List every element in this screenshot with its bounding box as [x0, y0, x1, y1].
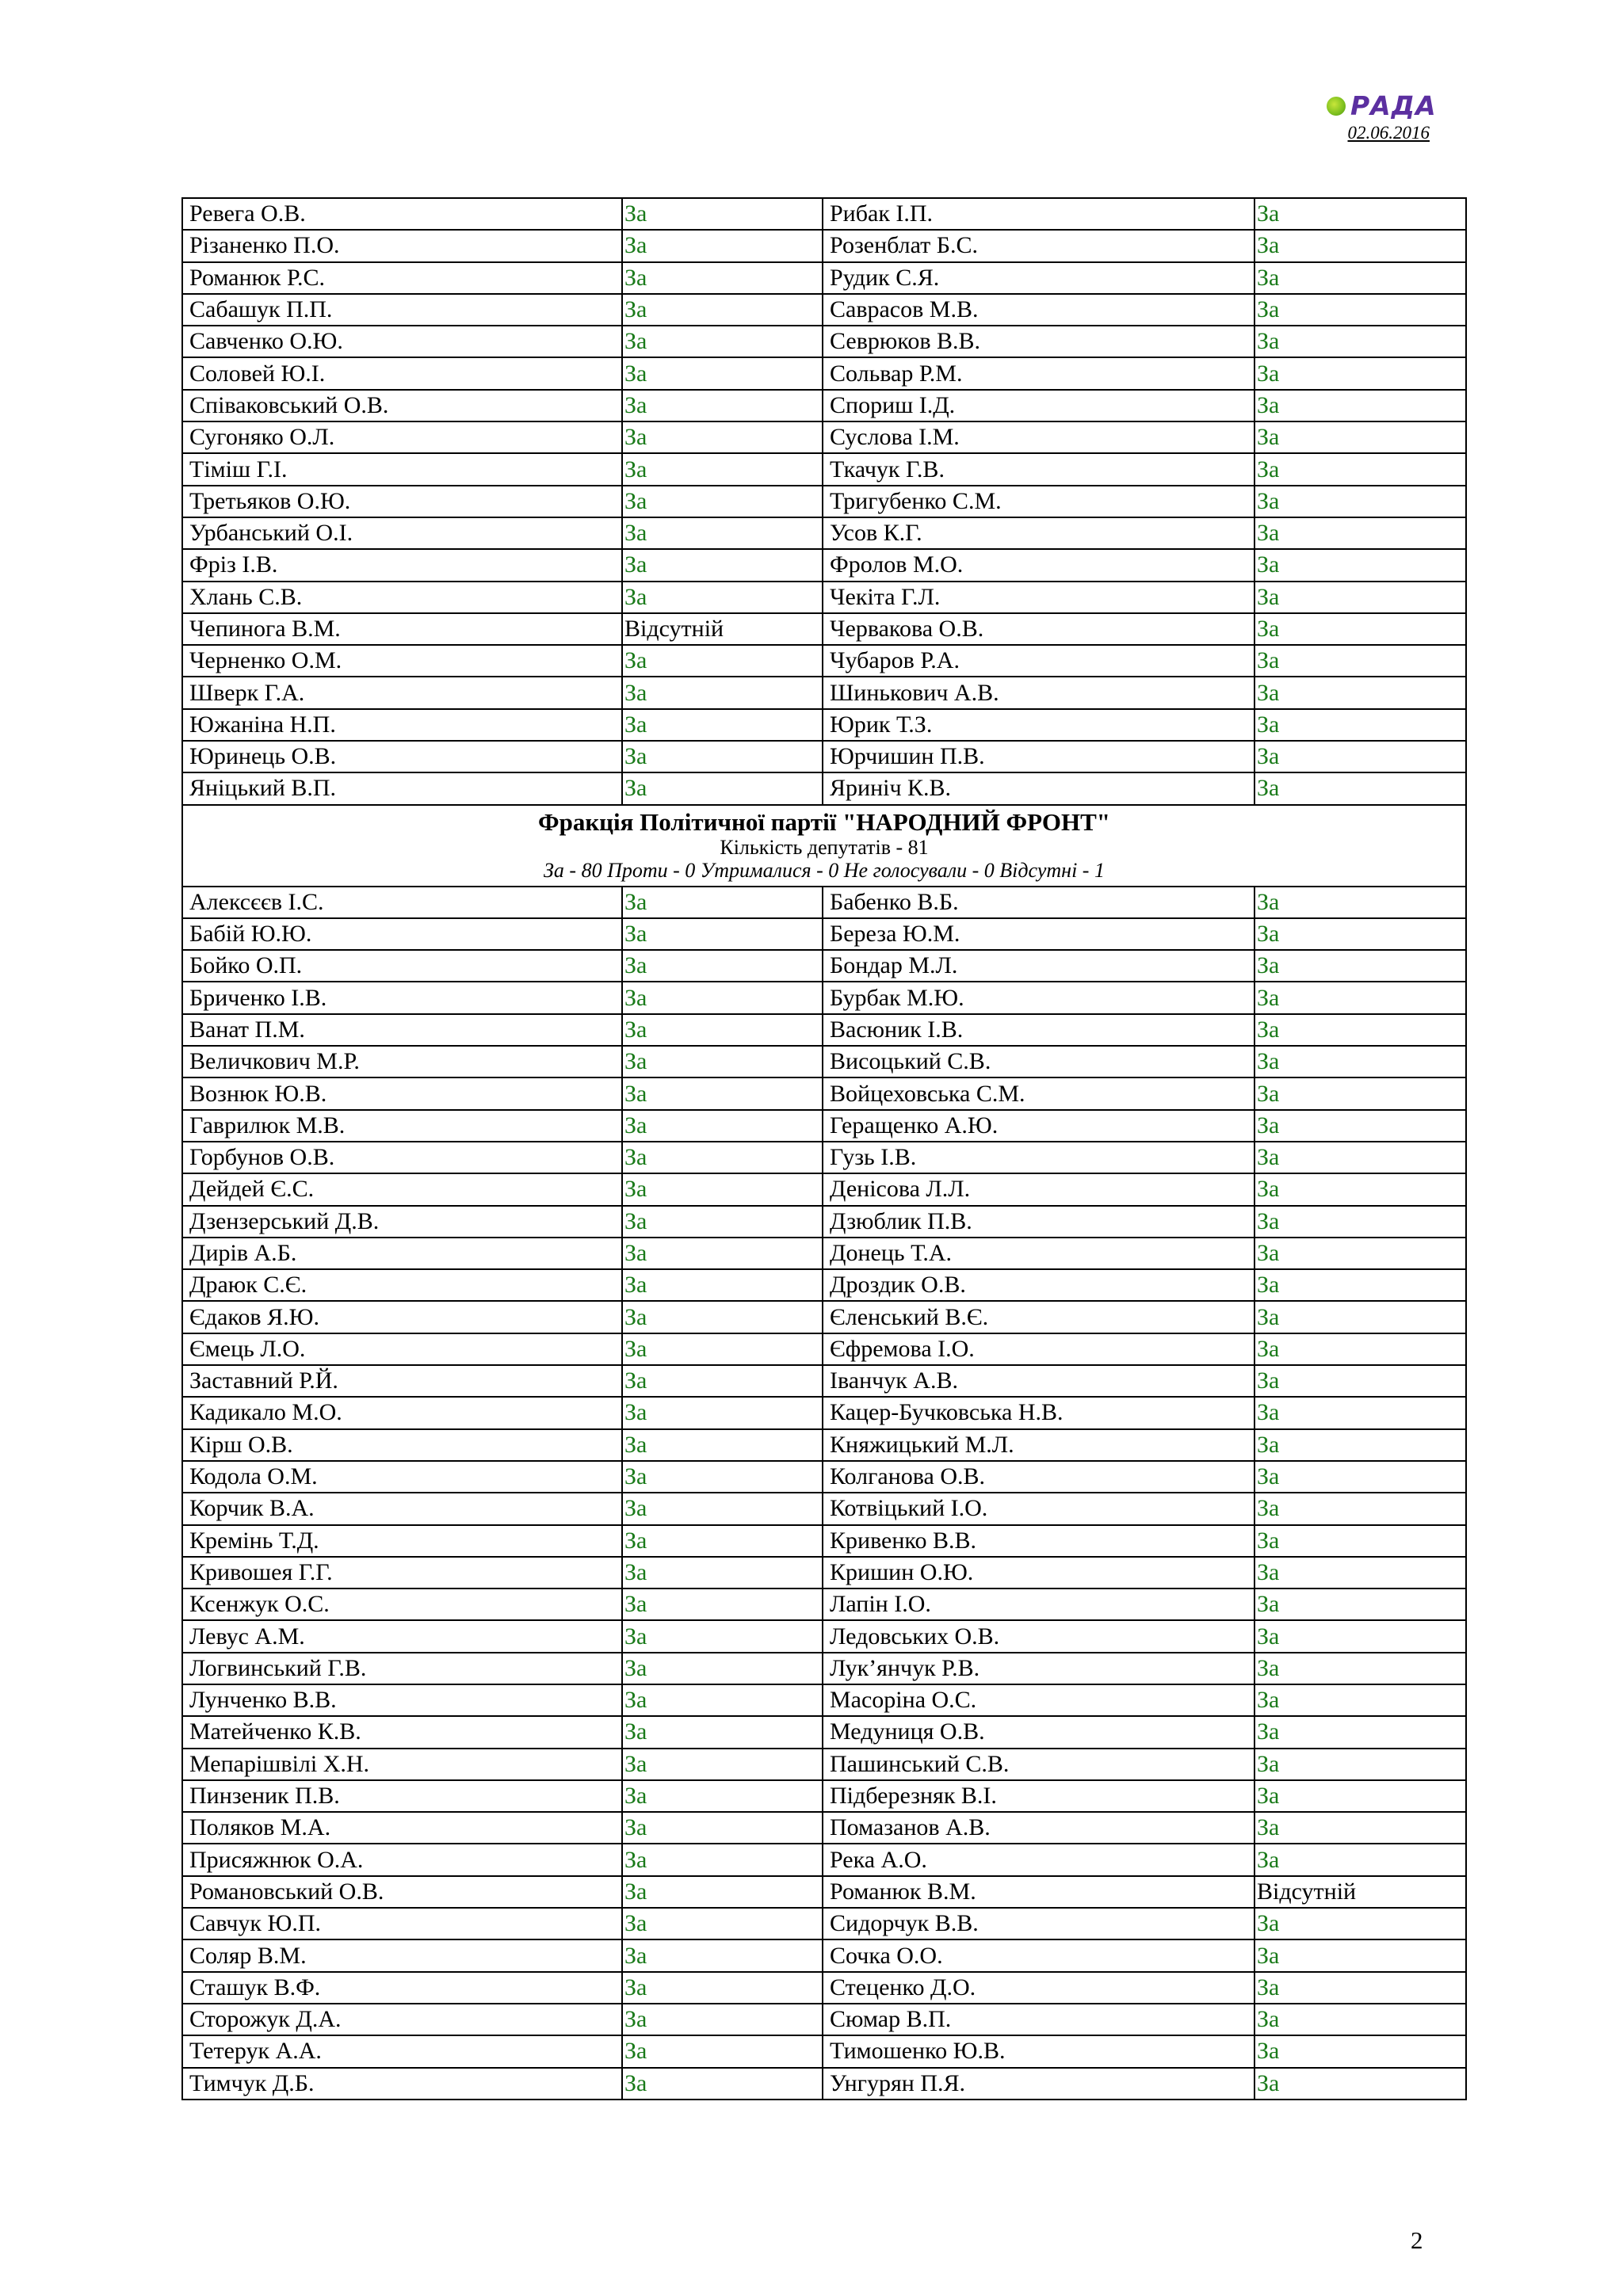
deputy-name-cell: Войцеховська С.М.: [823, 1077, 1254, 1109]
table-row: [182, 709, 1466, 741]
deputy-name-cell: Ємець Л.О.: [182, 1333, 622, 1365]
table-row: [182, 1684, 1466, 1716]
deputy-name-cell: Яніцький В.П.: [182, 772, 622, 804]
vote-cell: За: [1254, 486, 1466, 517]
deputy-name-cell: Присяжнюк О.А.: [182, 1844, 622, 1875]
deputy-name-cell: Бабенко В.Б.: [823, 887, 1254, 918]
deputy-name-cell: Геращенко А.Ю.: [823, 1110, 1254, 1142]
table-row: [182, 982, 1466, 1013]
vote-cell: За: [622, 1333, 823, 1365]
deputy-name-cell: Стеценко Д.О.: [823, 1972, 1254, 2004]
vote-cell: За: [622, 230, 823, 261]
vote-cell: За: [1254, 1525, 1466, 1557]
vote-cell: За: [622, 1429, 823, 1461]
vote-cell: За: [622, 1142, 823, 1173]
table-row: [182, 1653, 1466, 1684]
deputy-name-cell: Гаврилюк М.В.: [182, 1110, 622, 1142]
vote-cell: За: [622, 1046, 823, 1077]
table-row: [182, 262, 1466, 294]
vote-cell: За: [1254, 390, 1466, 421]
table-row: [182, 1620, 1466, 1652]
vote-cell: За: [622, 1589, 823, 1620]
deputy-name-cell: Тіміш Г.І.: [182, 453, 622, 485]
deputy-name-cell: Помазанов А.В.: [823, 1812, 1254, 1844]
deputy-name-cell: Бриченко І.В.: [182, 982, 622, 1013]
deputy-name-cell: Масоріна О.С.: [823, 1684, 1254, 1716]
deputy-name-cell: Сочка О.О.: [823, 1939, 1254, 1971]
deputy-name-cell: Чепинога В.М.: [182, 613, 622, 645]
table-row: [182, 1238, 1466, 1269]
deputy-name-cell: Севрюков В.В.: [823, 326, 1254, 357]
deputy-name-cell: Саврасов М.В.: [823, 294, 1254, 326]
vote-cell: За: [622, 1525, 823, 1557]
table-row: [182, 1844, 1466, 1875]
vote-cell: За: [622, 1908, 823, 1939]
vote-cell: За: [622, 1780, 823, 1812]
deputy-name-cell: Юрчишин П.В.: [823, 741, 1254, 772]
deputy-name-cell: Єленський В.Є.: [823, 1301, 1254, 1333]
vote-cell: За: [1254, 1620, 1466, 1652]
vote-cell: За: [622, 1557, 823, 1589]
table-row: [182, 1589, 1466, 1620]
faction-block: [182, 805, 1466, 887]
table-row: [182, 1142, 1466, 1173]
table-row: [182, 1461, 1466, 1493]
deputy-name-cell: Горбунов О.В.: [182, 1142, 622, 1173]
table-row: [182, 230, 1466, 261]
deputy-name-cell: Кодола О.М.: [182, 1461, 622, 1493]
vote-cell: За: [622, 1493, 823, 1524]
vote-cell: За: [622, 262, 823, 294]
deputy-name-cell: Підберезняк В.І.: [823, 1780, 1254, 1812]
table-row: [182, 1780, 1466, 1812]
deputy-name-cell: Ткачук Г.В.: [823, 453, 1254, 485]
vote-cell: За: [622, 357, 823, 389]
vote-cell: За: [622, 390, 823, 421]
table-row: [182, 453, 1466, 485]
table-row: [182, 1716, 1466, 1748]
vote-cell: За: [1254, 1429, 1466, 1461]
vote-cell: За: [622, 1620, 823, 1652]
deputy-name-cell: Алексєєв І.С.: [182, 887, 622, 918]
table-row: [182, 1749, 1466, 1780]
deputy-name-cell: Червакова О.В.: [823, 613, 1254, 645]
table-row: [182, 1557, 1466, 1589]
deputy-name-cell: Бабій Ю.Ю.: [182, 918, 622, 950]
deputy-name-cell: Кацер-Бучковська Н.В.: [823, 1397, 1254, 1428]
vote-rows-bottom: [182, 887, 1466, 2100]
vote-cell: За: [1254, 1749, 1466, 1780]
deputy-name-cell: Кривенко В.В.: [823, 1525, 1254, 1557]
deputy-name-cell: Лук’янчук Р.В.: [823, 1653, 1254, 1684]
vote-cell: За: [1254, 741, 1466, 772]
vote-cell: За: [1254, 549, 1466, 581]
deputy-name-cell: Чубаров Р.А.: [823, 645, 1254, 677]
deputy-name-cell: Дроздик О.В.: [823, 1269, 1254, 1301]
deputy-name-cell: Ванат П.М.: [182, 1014, 622, 1046]
vote-cell: За: [1254, 887, 1466, 918]
vote-cell: За: [1254, 1301, 1466, 1333]
deputy-name-cell: Гузь І.В.: [823, 1142, 1254, 1173]
deputy-name-cell: Сабашук П.П.: [182, 294, 622, 326]
deputy-name-cell: Соляр В.М.: [182, 1939, 622, 1971]
deputy-name-cell: Береза Ю.М.: [823, 918, 1254, 950]
deputy-name-cell: Сторожук Д.А.: [182, 2004, 622, 2035]
vote-cell: За: [622, 517, 823, 549]
deputy-name-cell: Кірш О.В.: [182, 1429, 622, 1461]
table-row: [182, 1876, 1466, 1908]
vote-cell: За: [1254, 1972, 1466, 2004]
vote-cell: За: [1254, 677, 1466, 708]
deputy-name-cell: Рибак І.П.: [823, 198, 1254, 230]
vote-cell: За: [1254, 1046, 1466, 1077]
deputy-name-cell: Суслова І.М.: [823, 421, 1254, 453]
vote-cell: За: [622, 1653, 823, 1684]
deputy-name-cell: Яриніч К.В.: [823, 772, 1254, 804]
deputy-name-cell: Котвіцький І.О.: [823, 1493, 1254, 1524]
vote-cell: За: [1254, 1653, 1466, 1684]
vote-cell: За: [1254, 2004, 1466, 2035]
vote-cell: За: [1254, 421, 1466, 453]
deputy-name-cell: Сташук В.Ф.: [182, 1972, 622, 2004]
deputy-name-cell: Висоцький С.В.: [823, 1046, 1254, 1077]
deputy-name-cell: Романовський О.В.: [182, 1876, 622, 1908]
deputy-name-cell: Драюк С.Є.: [182, 1269, 622, 1301]
vote-cell: За: [1254, 645, 1466, 677]
deputy-name-cell: Левус А.М.: [182, 1620, 622, 1652]
vote-cell: За: [622, 1269, 823, 1301]
vote-cell: За: [622, 2004, 823, 2035]
vote-cell: За: [622, 1812, 823, 1844]
vote-cell: За: [1254, 1014, 1466, 1046]
vote-cell: За: [1254, 918, 1466, 950]
vote-cell: За: [1254, 198, 1466, 230]
faction-deputy-count: Кількість депутатів - 81: [720, 836, 929, 860]
vote-cell: За: [1254, 1684, 1466, 1716]
deputy-name-cell: Романюк Р.С.: [182, 262, 622, 294]
vote-cell: За: [622, 709, 823, 741]
deputy-name-cell: Іванчук А.В.: [823, 1365, 1254, 1397]
vote-cell: За: [1254, 1780, 1466, 1812]
table-row: [182, 950, 1466, 982]
deputy-name-cell: Река А.О.: [823, 1844, 1254, 1875]
vote-cell: За: [622, 1939, 823, 1971]
deputy-name-cell: Хлань С.В.: [182, 582, 622, 613]
vote-cell: За: [622, 1110, 823, 1142]
vote-cell: За: [1254, 1173, 1466, 1205]
deputy-name-cell: Урбанський О.І.: [182, 517, 622, 549]
vote-cell: За: [1254, 613, 1466, 645]
vote-cell: За: [622, 1397, 823, 1428]
faction-header-cell: [182, 805, 1466, 887]
rada-logo-text: РАДА: [1350, 90, 1437, 121]
vote-cell: За: [622, 918, 823, 950]
deputy-name-cell: Юрик Т.З.: [823, 709, 1254, 741]
deputy-name-cell: Шверк Г.А.: [182, 677, 622, 708]
table-row: [182, 198, 1466, 230]
vote-cell: За: [622, 741, 823, 772]
deputy-name-cell: Величкович М.Р.: [182, 1046, 622, 1077]
rada-logo: [1323, 90, 1437, 122]
deputy-name-cell: Спориш І.Д.: [823, 390, 1254, 421]
vote-rows-top: [182, 198, 1466, 805]
vote-cell: За: [622, 486, 823, 517]
deputy-name-cell: Сугоняко О.Л.: [182, 421, 622, 453]
deputy-name-cell: Южаніна Н.П.: [182, 709, 622, 741]
vote-cell: За: [622, 1301, 823, 1333]
table-row: [182, 326, 1466, 357]
vote-cell: За: [622, 198, 823, 230]
table-row: [182, 2068, 1466, 2100]
vote-cell: За: [1254, 1206, 1466, 1238]
vote-cell: За: [622, 2035, 823, 2067]
vote-cell: За: [622, 326, 823, 357]
vote-cell: За: [1254, 1939, 1466, 1971]
vote-cell: За: [622, 982, 823, 1013]
table-row: [182, 918, 1466, 950]
vote-cell: За: [1254, 326, 1466, 357]
vote-results-table: [181, 197, 1467, 2100]
faction-title: Фракція Політичної партії "НАРОДНИЙ ФРОНТ": [537, 807, 1111, 836]
deputy-name-cell: Романюк В.М.: [823, 1876, 1254, 1908]
table-row: [182, 1301, 1466, 1333]
deputy-name-cell: Дирів А.Б.: [182, 1238, 622, 1269]
vote-cell: За: [622, 549, 823, 581]
vote-cell: За: [1254, 294, 1466, 326]
deputy-name-cell: Княжицький М.Л.: [823, 1429, 1254, 1461]
deputy-name-cell: Поляков М.А.: [182, 1812, 622, 1844]
deputy-name-cell: Різаненко П.О.: [182, 230, 622, 261]
table-row: [182, 1173, 1466, 1205]
vote-cell: За: [1254, 950, 1466, 982]
deputy-name-cell: Мепарішвілі Х.Н.: [182, 1749, 622, 1780]
deputy-name-cell: Кадикало М.О.: [182, 1397, 622, 1428]
deputy-name-cell: Ледовських О.В.: [823, 1620, 1254, 1652]
vote-cell: За: [1254, 1397, 1466, 1428]
vote-cell: За: [1254, 453, 1466, 485]
deputy-name-cell: Кремінь Т.Д.: [182, 1525, 622, 1557]
vote-cell: За: [1254, 1238, 1466, 1269]
table-row: [182, 613, 1466, 645]
table-row: [182, 390, 1466, 421]
vote-cell: За: [622, 1077, 823, 1109]
table-row: [182, 1077, 1466, 1109]
deputy-name-cell: Дейдей Є.С.: [182, 1173, 622, 1205]
vote-cell: За: [622, 1014, 823, 1046]
vote-cell: Відсутній: [622, 613, 823, 645]
vote-cell: За: [1254, 230, 1466, 261]
vote-cell: За: [622, 1238, 823, 1269]
table-row: [182, 357, 1466, 389]
deputy-name-cell: Бондар М.Л.: [823, 950, 1254, 982]
vote-cell: За: [622, 950, 823, 982]
vote-cell: За: [622, 1461, 823, 1493]
deputy-name-cell: Єдаков Я.Ю.: [182, 1301, 622, 1333]
table-row: [182, 1939, 1466, 1971]
table-row: [182, 517, 1466, 549]
vote-cell: За: [1254, 2068, 1466, 2100]
vote-cell: За: [1254, 1461, 1466, 1493]
vote-cell: За: [622, 1972, 823, 2004]
table-row: [182, 1269, 1466, 1301]
deputy-name-cell: Корчик В.А.: [182, 1493, 622, 1524]
vote-cell: За: [1254, 262, 1466, 294]
deputy-name-cell: Рудик С.Я.: [823, 262, 1254, 294]
vote-cell: За: [1254, 1589, 1466, 1620]
vote-cell: За: [1254, 357, 1466, 389]
vote-cell: За: [1254, 517, 1466, 549]
deputy-name-cell: Чекіта Г.Л.: [823, 582, 1254, 613]
vote-cell: За: [622, 1749, 823, 1780]
deputy-name-cell: Савченко О.Ю.: [182, 326, 622, 357]
deputy-name-cell: Донець Т.А.: [823, 1238, 1254, 1269]
table-row: [182, 2004, 1466, 2035]
deputy-name-cell: Шинькович А.В.: [823, 677, 1254, 708]
deputy-name-cell: Логвинський Г.В.: [182, 1653, 622, 1684]
rada-logo-icon: [1327, 97, 1346, 116]
deputy-name-cell: Савчук Ю.П.: [182, 1908, 622, 1939]
page-number: 2: [1411, 2226, 1423, 2254]
deputy-name-cell: Черненко О.М.: [182, 645, 622, 677]
deputy-name-cell: Лунченко В.В.: [182, 1684, 622, 1716]
vote-cell: За: [1254, 1812, 1466, 1844]
deputy-name-cell: Тимошенко Ю.В.: [823, 2035, 1254, 2067]
table-row: [182, 772, 1466, 804]
deputy-name-cell: Лапін І.О.: [823, 1589, 1254, 1620]
table-row: [182, 1493, 1466, 1524]
deputy-name-cell: Пинзеник П.В.: [182, 1780, 622, 1812]
vote-cell: За: [622, 677, 823, 708]
vote-cell: За: [1254, 1269, 1466, 1301]
table-row: [182, 741, 1466, 772]
table-row: [182, 1365, 1466, 1397]
vote-cell: За: [622, 887, 823, 918]
deputy-name-cell: Розенблат Б.С.: [823, 230, 1254, 261]
table-row: [182, 294, 1466, 326]
table-row: [182, 582, 1466, 613]
deputy-name-cell: Сольвар Р.М.: [823, 357, 1254, 389]
deputy-name-cell: Вознюк Ю.В.: [182, 1077, 622, 1109]
vote-cell: За: [1254, 2035, 1466, 2067]
table-row: [182, 645, 1466, 677]
deputy-name-cell: Співаковський О.В.: [182, 390, 622, 421]
deputy-name-cell: Фріз І.В.: [182, 549, 622, 581]
vote-cell: За: [1254, 1716, 1466, 1748]
vote-cell: За: [622, 1173, 823, 1205]
vote-cell: За: [1254, 1844, 1466, 1875]
table-row: [182, 677, 1466, 708]
table-row: [182, 486, 1466, 517]
vote-cell: Відсутній: [1254, 1876, 1466, 1908]
table-row: [182, 1110, 1466, 1142]
vote-cell: За: [1254, 1142, 1466, 1173]
table-row: [182, 2035, 1466, 2067]
deputy-name-cell: Ксенжук О.С.: [182, 1589, 622, 1620]
table-row: [182, 1333, 1466, 1365]
faction-header-row: [182, 805, 1466, 887]
deputy-name-cell: Бурбак М.Ю.: [823, 982, 1254, 1013]
vote-cell: За: [622, 1716, 823, 1748]
deputy-name-cell: Дзензерський Д.В.: [182, 1206, 622, 1238]
deputy-name-cell: Бойко О.П.: [182, 950, 622, 982]
vote-cell: За: [1254, 772, 1466, 804]
vote-cell: За: [1254, 1557, 1466, 1589]
deputy-name-cell: Медуниця О.В.: [823, 1716, 1254, 1748]
table-row: [182, 421, 1466, 453]
deputy-name-cell: Соловей Ю.І.: [182, 357, 622, 389]
deputy-name-cell: Сидорчук В.В.: [823, 1908, 1254, 1939]
vote-cell: За: [622, 294, 823, 326]
vote-cell: За: [1254, 1077, 1466, 1109]
table-row: [182, 887, 1466, 918]
deputy-name-cell: Колганова О.В.: [823, 1461, 1254, 1493]
vote-cell: За: [622, 772, 823, 804]
table-row: [182, 1397, 1466, 1428]
deputy-name-cell: Фролов М.О.: [823, 549, 1254, 581]
faction-vote-tally: За - 80 Проти - 0 Утрималися - 0 Не голосували - 0 Відсутні - 1: [544, 859, 1105, 883]
deputy-name-cell: Тетерук А.А.: [182, 2035, 622, 2067]
deputy-name-cell: Усов К.Г.: [823, 517, 1254, 549]
deputy-name-cell: Кривошея Г.Г.: [182, 1557, 622, 1589]
deputy-name-cell: Матейченко К.В.: [182, 1716, 622, 1748]
deputy-name-cell: Денісова Л.Л.: [823, 1173, 1254, 1205]
deputy-name-cell: Єфремова І.О.: [823, 1333, 1254, 1365]
deputy-name-cell: Сюмар В.П.: [823, 2004, 1254, 2035]
vote-cell: За: [1254, 709, 1466, 741]
deputy-name-cell: Дзюблик П.В.: [823, 1206, 1254, 1238]
table-row: [182, 1046, 1466, 1077]
vote-cell: За: [622, 1684, 823, 1716]
vote-cell: За: [622, 1206, 823, 1238]
table-row: [182, 1525, 1466, 1557]
vote-cell: За: [622, 421, 823, 453]
vote-cell: За: [1254, 1110, 1466, 1142]
deputy-name-cell: Унгурян П.Я.: [823, 2068, 1254, 2100]
vote-cell: За: [622, 2068, 823, 2100]
vote-cell: За: [1254, 982, 1466, 1013]
table-row: [182, 1014, 1466, 1046]
table-row: [182, 1972, 1466, 2004]
deputy-name-cell: Тригубенко С.М.: [823, 486, 1254, 517]
vote-cell: За: [1254, 1908, 1466, 1939]
deputy-name-cell: Ревега О.В.: [182, 198, 622, 230]
vote-cell: За: [1254, 1365, 1466, 1397]
table-row: [182, 1908, 1466, 1939]
table-row: [182, 1206, 1466, 1238]
deputy-name-cell: Тимчук Д.Б.: [182, 2068, 622, 2100]
deputy-name-cell: Третьяков О.Ю.: [182, 486, 622, 517]
vote-cell: За: [1254, 582, 1466, 613]
vote-cell: За: [622, 1844, 823, 1875]
vote-cell: За: [622, 1876, 823, 1908]
vote-cell: За: [622, 453, 823, 485]
document-date: 02.06.2016: [1347, 123, 1430, 143]
deputy-name-cell: Пашинський С.В.: [823, 1749, 1254, 1780]
table-row: [182, 549, 1466, 581]
vote-cell: За: [622, 582, 823, 613]
deputy-name-cell: Васюник І.В.: [823, 1014, 1254, 1046]
table-row: [182, 1812, 1466, 1844]
deputy-name-cell: Кришин О.Ю.: [823, 1557, 1254, 1589]
vote-cell: За: [622, 1365, 823, 1397]
vote-cell: За: [1254, 1493, 1466, 1524]
table-row: [182, 1429, 1466, 1461]
deputy-name-cell: Заставний Р.Й.: [182, 1365, 622, 1397]
deputy-name-cell: Юринець О.В.: [182, 741, 622, 772]
vote-cell: За: [1254, 1333, 1466, 1365]
vote-cell: За: [622, 645, 823, 677]
